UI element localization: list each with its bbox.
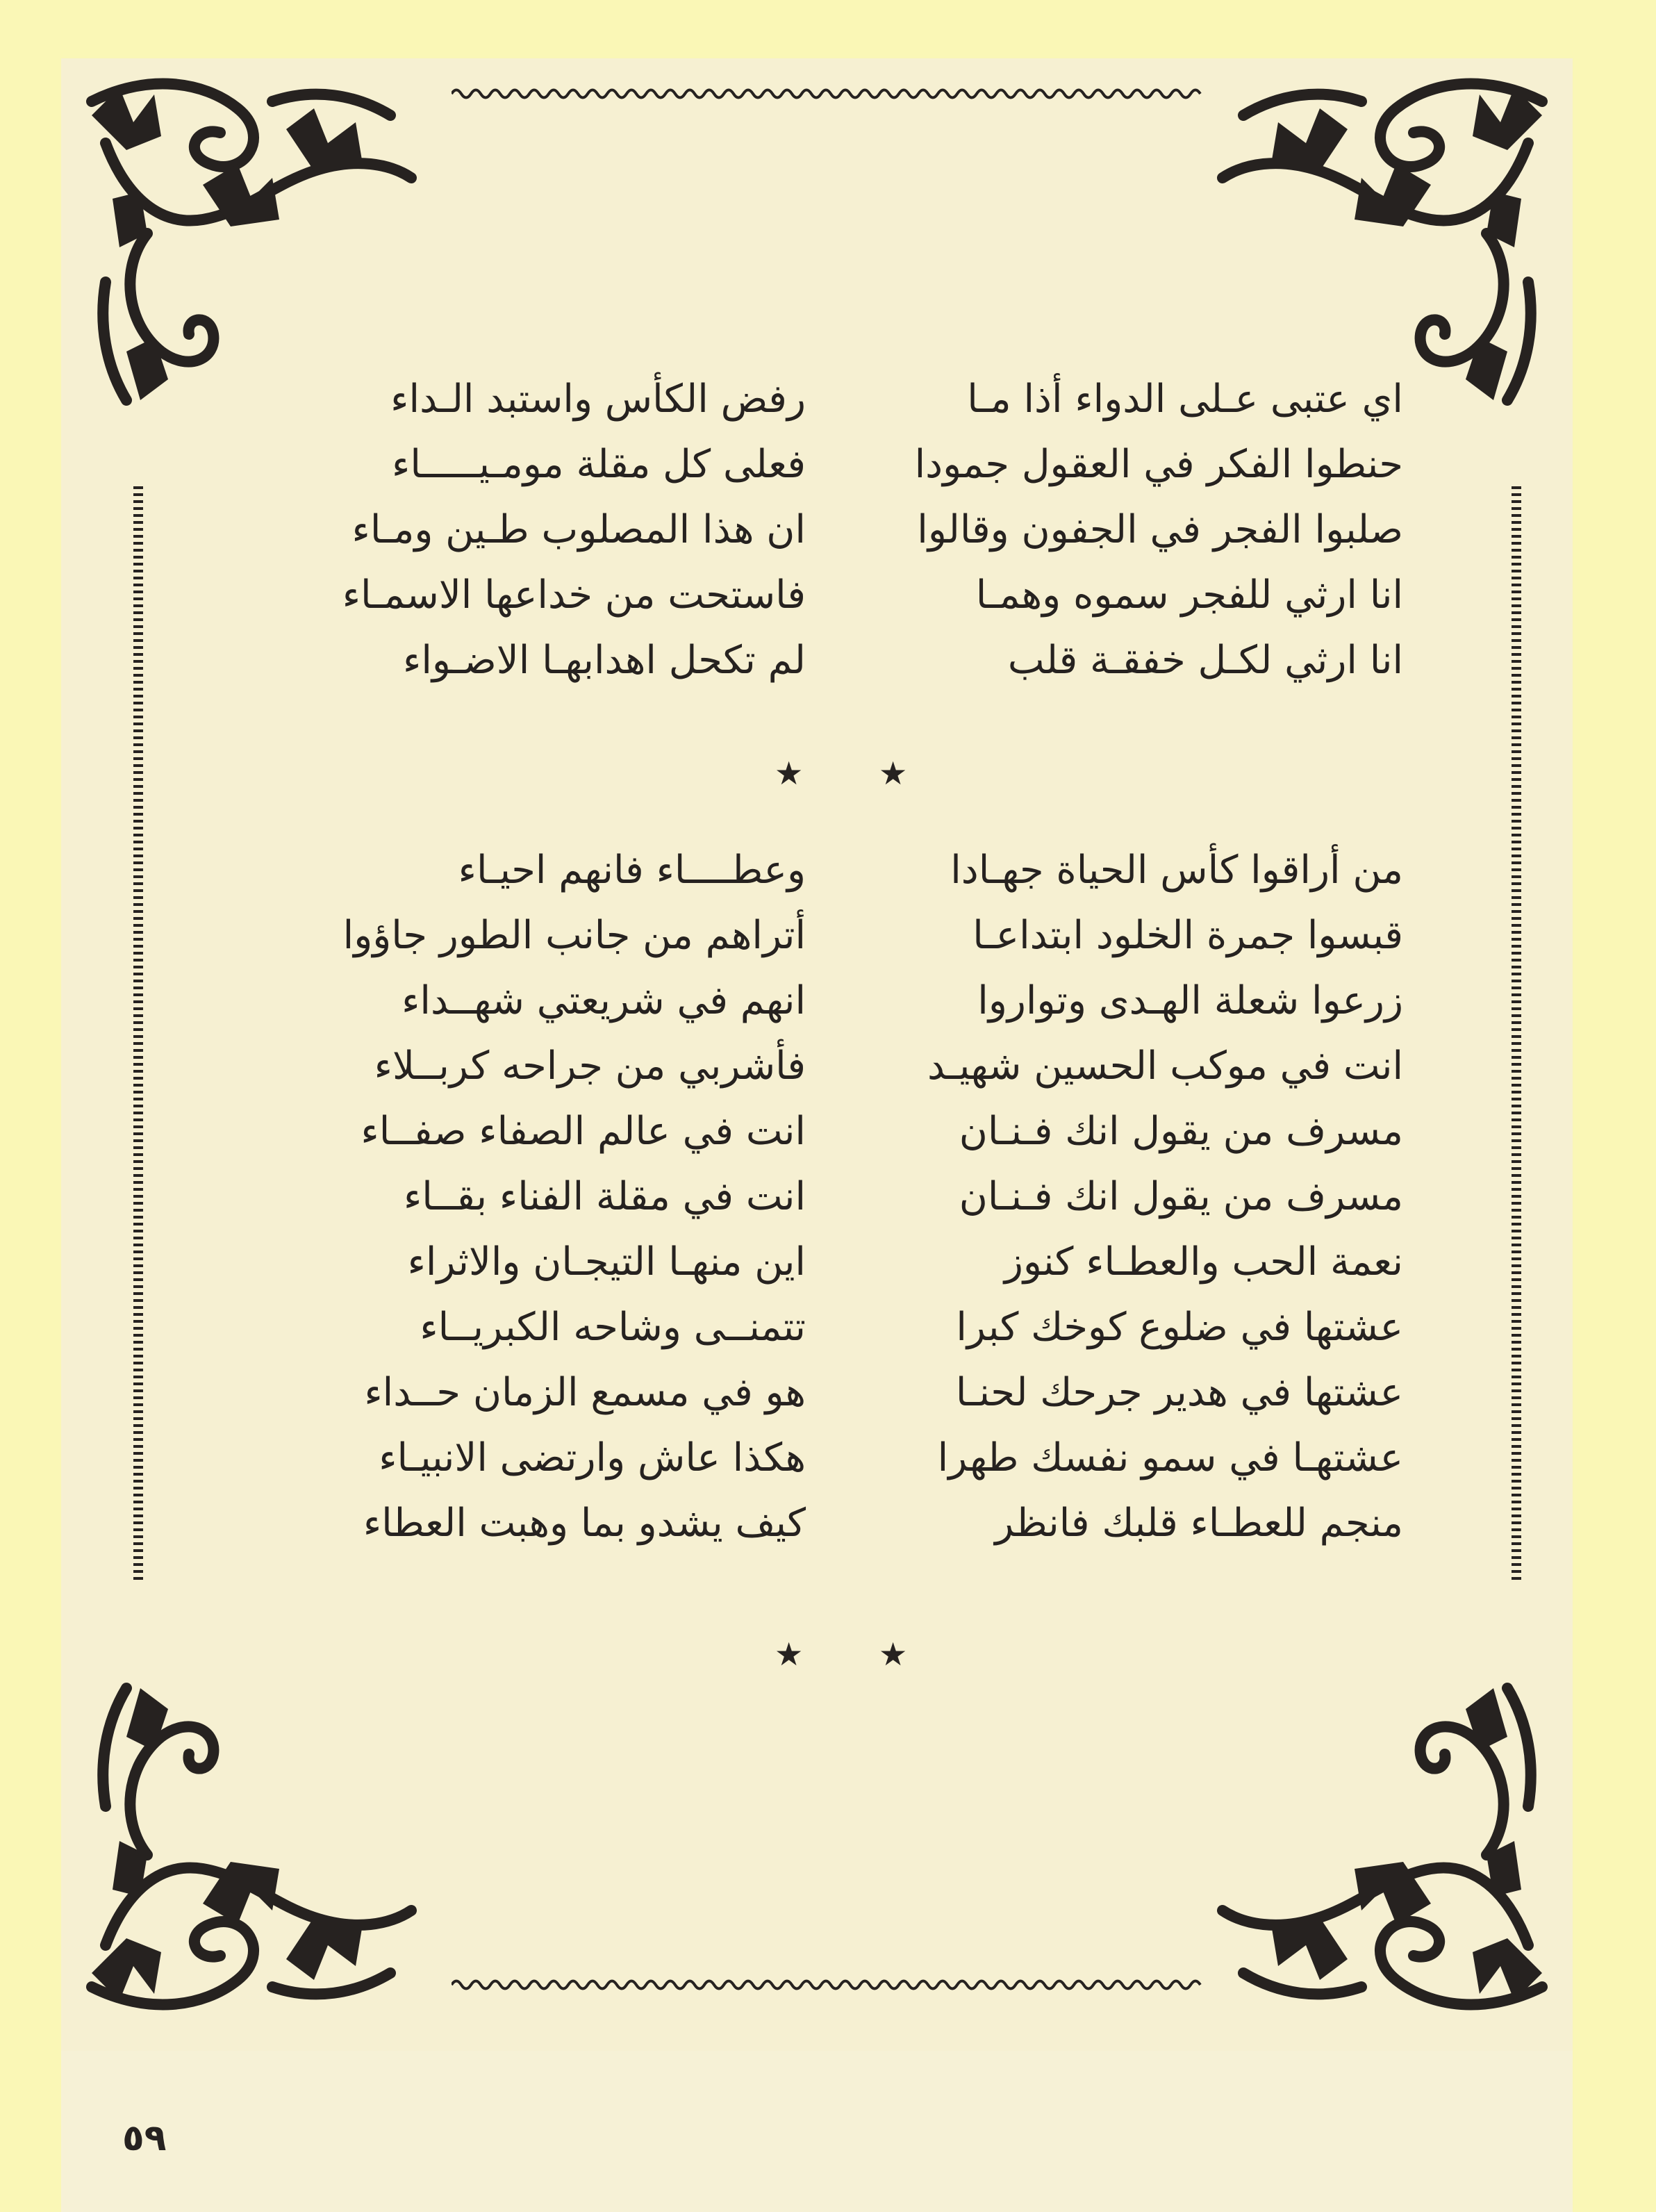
verse-line: انت في عالم الصفاء صفــاء bbox=[361, 1109, 806, 1154]
verse-line: وعطــــاء فانهم احيـاء bbox=[458, 848, 806, 893]
verse-line: كيف يشدو بما وهبت العطاء bbox=[363, 1501, 806, 1546]
verse-line: فعلى كل مقلة مومـيـــــاء bbox=[391, 442, 806, 487]
verse-line: عشتها في ضلوع كوخك كبرا bbox=[956, 1305, 1403, 1350]
verse-line: حنطوا الفكر في العقول جمودا bbox=[914, 442, 1403, 487]
verse-line: لم تكحل اهدابهـا الاضـواء bbox=[403, 638, 806, 683]
verse-line: فأشربي من جراحه كربــلاء bbox=[374, 1043, 806, 1089]
left-border-line bbox=[131, 486, 146, 1584]
top-border-line bbox=[452, 86, 1202, 101]
verse-line: انت في مقلة الفناء بقــاء bbox=[403, 1174, 806, 1219]
star-separator: ★ bbox=[775, 754, 804, 792]
verse-line: انهم في شريعتي شهــداء bbox=[401, 978, 806, 1023]
verse-line: انا ارثي للفجر سموه وهمـا bbox=[975, 572, 1403, 618]
verse-line: أتراهم من جانب الطور جاؤوا bbox=[342, 913, 806, 958]
verse-line: منجم للعطـاء قلبك فانظر bbox=[995, 1501, 1403, 1546]
bottom-right-ornament-icon bbox=[1209, 1667, 1570, 2029]
verse-line: قبسوا جمرة الخلود ابتداعـا bbox=[972, 913, 1403, 958]
verse-line: رفض الكأس واستبد الـداء bbox=[390, 377, 806, 422]
stanza2-right-column bbox=[854, 838, 1403, 1556]
star-separator: ★ bbox=[775, 1635, 804, 1673]
verse-line: هكذا عاش وارتضى الانبيـاء bbox=[379, 1435, 806, 1480]
verse-line: انا ارثي لكـل خفقـة قلب bbox=[1007, 638, 1403, 683]
star-separator: ★ bbox=[879, 754, 908, 792]
star-separator: ★ bbox=[879, 1635, 908, 1673]
bottom-left-ornament-icon bbox=[64, 1667, 425, 2029]
verse-line: من أراقوا كأس الحياة جهـادا bbox=[950, 848, 1403, 893]
verse-line: صلبوا الفجر في الجفون وقالوا bbox=[917, 507, 1403, 552]
verse-line: فاستحت من خداعها الاسمـاء bbox=[342, 572, 806, 618]
verse-line: عشتهـا في سمو نفسك طهرا bbox=[937, 1435, 1403, 1480]
verse-line: عشتها في هدير جرحك لحنـا bbox=[955, 1370, 1403, 1415]
bottom-border-line bbox=[452, 1977, 1202, 1992]
stanza1-left-column bbox=[271, 367, 806, 693]
verse-line: مسرف من يقول انك فـنـان bbox=[959, 1174, 1403, 1219]
verse-line: ان هذا المصلوب طـين ومـاء bbox=[351, 507, 806, 552]
verse-line: نعمة الحب والعطـاء كنوز bbox=[1004, 1239, 1403, 1285]
verse-line: زرعوا شعلة الهـدى وتواروا bbox=[977, 978, 1403, 1023]
verse-line: انت في موكب الحسين شهيـد bbox=[927, 1043, 1403, 1089]
page-number: ٥٩ bbox=[122, 2118, 167, 2159]
verse-line: اي عتبى عـلى الدواء أذا مـا bbox=[967, 377, 1403, 422]
stanza1-right-column bbox=[854, 367, 1403, 693]
right-border-line bbox=[1509, 486, 1524, 1584]
stanza2-left-column bbox=[271, 838, 806, 1556]
verse-line: هو في مسمع الزمان حــداء bbox=[364, 1370, 806, 1415]
verse-line: تتمنــى وشاحه الكبريــاء bbox=[420, 1305, 806, 1350]
scan-margin bbox=[61, 2051, 1573, 2212]
verse-line: مسرف من يقول انك فـنـان bbox=[959, 1109, 1403, 1154]
verse-line: اين منهـا التيجـان والاثراء bbox=[407, 1239, 806, 1285]
